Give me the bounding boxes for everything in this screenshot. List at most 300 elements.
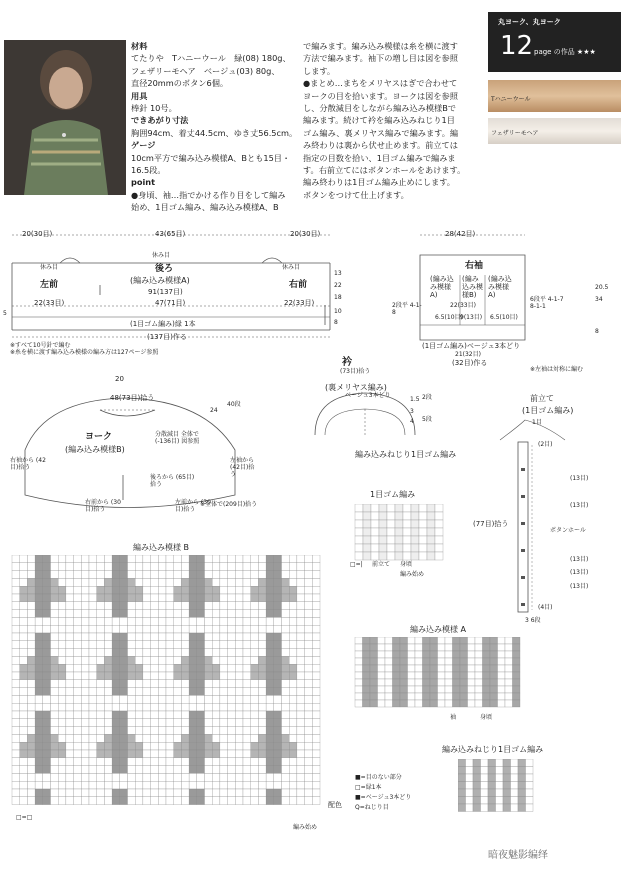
- chart-cell: [66, 641, 74, 649]
- chart-cell: [81, 563, 89, 571]
- chart-cell: [274, 633, 282, 641]
- chart-cell: [66, 734, 74, 742]
- chart-cell: [243, 781, 251, 789]
- chart-cell: [228, 664, 236, 672]
- chart-cell: [251, 758, 259, 766]
- chart-cell: [419, 520, 427, 528]
- chart-cell: [120, 711, 128, 719]
- placket-count: (2目): [538, 441, 553, 448]
- chart-cell: [274, 711, 282, 719]
- chart-cell: [490, 693, 498, 700]
- chart-cell: [151, 781, 159, 789]
- chart-cell: [235, 571, 243, 579]
- chart-cell: [505, 651, 513, 658]
- chart-cell: [289, 649, 297, 657]
- chart-cell: [20, 758, 28, 766]
- chart-cell: [104, 578, 112, 586]
- chart-cell: [212, 695, 220, 703]
- chart-cell: [312, 656, 320, 664]
- chart-cell: [411, 528, 419, 536]
- sleeve-inner: 21(32目): [455, 351, 481, 358]
- chart-cell: [445, 679, 453, 686]
- chart-cell: [35, 781, 43, 789]
- chart-cell: [97, 633, 105, 641]
- chart-cell: [435, 552, 443, 560]
- chart-cell: [20, 781, 28, 789]
- chart-cell: [151, 602, 159, 610]
- chart-cell: [89, 610, 97, 618]
- chart-cell: [189, 617, 197, 625]
- chart-cell: [43, 656, 51, 664]
- chart-cell: [104, 742, 112, 750]
- chart-cell: [212, 625, 220, 633]
- chart-cell: [58, 797, 66, 805]
- chart-cell: [363, 544, 371, 552]
- chart-cell: [379, 504, 387, 512]
- chart-cell: [243, 555, 251, 563]
- chart-cell: [258, 586, 266, 594]
- chart-cell: [282, 734, 290, 742]
- chart-cell: [243, 633, 251, 641]
- chart-cell: [74, 703, 82, 711]
- chart-cell: [158, 680, 166, 688]
- chart-cell: [297, 602, 305, 610]
- chart-cell: [151, 789, 159, 797]
- chart-cell: [282, 633, 290, 641]
- chart-cell: [513, 693, 521, 700]
- chart-cell: [27, 672, 35, 680]
- collar-reverse-yarn: ベージュ3本どり: [345, 392, 391, 399]
- chart-cell: [181, 649, 189, 657]
- chart-cell: [251, 571, 259, 579]
- chart-cell: [158, 656, 166, 664]
- chart-cell: [363, 658, 371, 665]
- chart-cell: [243, 750, 251, 758]
- chart-cell: [385, 637, 393, 644]
- chart-cell: [197, 602, 205, 610]
- chart-cell: [51, 602, 59, 610]
- chart-cell: [274, 664, 282, 672]
- chart-cell: [355, 651, 363, 658]
- chart-cell: [243, 672, 251, 680]
- chart-cell: [212, 711, 220, 719]
- chart-cell: [158, 578, 166, 586]
- chart-cell: [51, 773, 59, 781]
- chart-cell: [466, 759, 474, 767]
- chart-cell: [305, 766, 313, 774]
- chart-cell: [445, 672, 453, 679]
- chart-cell: [89, 766, 97, 774]
- chart-cell: [20, 695, 28, 703]
- chart-cell: [243, 680, 251, 688]
- chart-cell: [128, 633, 136, 641]
- chart-cell: [483, 637, 491, 644]
- chart-cell: [511, 804, 519, 812]
- chart-cell: [158, 703, 166, 711]
- chart-cell: [297, 594, 305, 602]
- chart-cell: [378, 693, 386, 700]
- chart-cell: [505, 679, 513, 686]
- chart-cell: [251, 672, 259, 680]
- yoke-decrease: 分散減目 全体で(-136目) 図参照: [155, 431, 200, 445]
- chart-cell: [51, 750, 59, 758]
- chart-cell: [400, 679, 408, 686]
- chart-cell: [475, 637, 483, 644]
- placket-buttonhole: ボタンホール: [550, 527, 586, 534]
- chart-cell: [526, 774, 534, 782]
- chart-cell: [120, 742, 128, 750]
- chart-cell: [258, 719, 266, 727]
- chart-cell: [189, 610, 197, 618]
- chart-cell: [112, 766, 120, 774]
- chart-cell: [228, 742, 236, 750]
- chart-cell: [415, 693, 423, 700]
- chart-cell: [97, 563, 105, 571]
- chart-cell: [393, 686, 401, 693]
- chart-cell: [228, 633, 236, 641]
- yoke-pickup-back: 後ろから (65目)拾う: [150, 474, 195, 488]
- chart-cell: [243, 610, 251, 618]
- chart-cell: [312, 555, 320, 563]
- chart-cell: [379, 528, 387, 536]
- chart-cell: [355, 672, 363, 679]
- chart-cell: [435, 504, 443, 512]
- chart-cell: [453, 651, 461, 658]
- chart-cell: [66, 571, 74, 579]
- chart-cell: [128, 578, 136, 586]
- chart-cell: [135, 773, 143, 781]
- chart-cell: [498, 693, 506, 700]
- chart-cell: [197, 750, 205, 758]
- placket-count: (13目): [570, 556, 589, 563]
- chart-cell: [151, 610, 159, 618]
- chart-cell: [305, 742, 313, 750]
- chart-cell: [228, 781, 236, 789]
- chart-cell: [51, 578, 59, 586]
- chart-cell: [174, 781, 182, 789]
- chart-cell: [282, 563, 290, 571]
- chart-cell: [181, 727, 189, 735]
- chart-cell: [473, 804, 481, 812]
- chart-cell: [81, 781, 89, 789]
- chart-cell: [445, 637, 453, 644]
- chart-cell: [423, 644, 431, 651]
- chart-cell: [74, 625, 82, 633]
- chart-cell: [151, 773, 159, 781]
- chart-cell: [135, 695, 143, 703]
- chart-cell: [104, 641, 112, 649]
- sleeve-inc-right: 6段平 4-1-7 8-1-1: [530, 296, 564, 310]
- chart-cell: [498, 665, 506, 672]
- chart-cell: [104, 563, 112, 571]
- chart-cell: [289, 742, 297, 750]
- chart-cell: [235, 555, 243, 563]
- chart-cell: [189, 649, 197, 657]
- chart-cell: [151, 758, 159, 766]
- chart-cell: [378, 651, 386, 658]
- chart-cell: [51, 586, 59, 594]
- chart-cell: [120, 594, 128, 602]
- placket-count: (13目): [570, 475, 589, 482]
- chart-cell: [66, 617, 74, 625]
- chart-cell: [305, 750, 313, 758]
- chart-cell: [43, 727, 51, 735]
- chart-cell: [212, 797, 220, 805]
- chart-cell: [112, 555, 120, 563]
- chart-cell: [58, 555, 66, 563]
- sleeve-cuff: (1目ゴム編み)ベージュ3本どり: [422, 342, 521, 350]
- chart-cell: [112, 610, 120, 618]
- chart-cell: [400, 658, 408, 665]
- chart-cell: [363, 665, 371, 672]
- chart-cell: [174, 680, 182, 688]
- chart-cell: [274, 672, 282, 680]
- chart-cell: [481, 767, 489, 775]
- chart-cell: [438, 672, 446, 679]
- chart-cell: [438, 686, 446, 693]
- chart-cell: [403, 504, 411, 512]
- chart-cell: [128, 781, 136, 789]
- chart-cell: [355, 544, 363, 552]
- chart-cell: [89, 602, 97, 610]
- chart-cell: [496, 797, 504, 805]
- chart-cell: [158, 625, 166, 633]
- chart-cell: [274, 781, 282, 789]
- chart-cell: [205, 734, 213, 742]
- chart-cell: [104, 617, 112, 625]
- chart-cell: [151, 649, 159, 657]
- chart-cell: [496, 789, 504, 797]
- chart-cell: [355, 536, 363, 544]
- chart-cell: [104, 688, 112, 696]
- chart-cell: [89, 742, 97, 750]
- chart-cell: [235, 633, 243, 641]
- chart-cell: [158, 633, 166, 641]
- collar-rib: 編み込みねじり1目ゴム編み: [355, 450, 457, 459]
- chart-cell: [174, 719, 182, 727]
- chart-cell: [81, 789, 89, 797]
- chart-cell: [174, 766, 182, 774]
- chart-cell: [174, 610, 182, 618]
- chart-cell: [305, 555, 313, 563]
- chart-cell: [513, 700, 521, 707]
- chart-cell: [363, 552, 371, 560]
- chart-cell: [289, 797, 297, 805]
- chart-cell: [289, 672, 297, 680]
- chart-cell: [135, 610, 143, 618]
- chart-cell: [89, 555, 97, 563]
- chart-cell: [212, 680, 220, 688]
- chart-cell: [289, 633, 297, 641]
- chart-cell: [518, 804, 526, 812]
- chart-cell: [282, 742, 290, 750]
- chart-cell: [220, 594, 228, 602]
- chart-cell: [205, 625, 213, 633]
- chart-cell: [43, 578, 51, 586]
- chart-cell: [312, 617, 320, 625]
- chart-cell: [266, 571, 274, 579]
- chart-cell: [503, 774, 511, 782]
- chart-cell: [385, 700, 393, 707]
- chart-cell: [51, 633, 59, 641]
- chart-cell: [104, 695, 112, 703]
- chart-cell: [205, 758, 213, 766]
- chart-cell: [58, 758, 66, 766]
- chart-cell: [58, 789, 66, 797]
- collar-dim: 3: [410, 408, 414, 415]
- chart-cell: [235, 625, 243, 633]
- chart-cell: [158, 742, 166, 750]
- tools-heading: 用具: [131, 90, 148, 101]
- chart-cell: [475, 665, 483, 672]
- instruction-line: ゴム編み、裏メリヤス編みで編みます。編: [303, 127, 459, 138]
- chart-cell: [51, 563, 59, 571]
- chart-cell: [289, 766, 297, 774]
- chart-cell: [181, 680, 189, 688]
- chart-cell: [143, 649, 151, 657]
- chart-cell: [453, 637, 461, 644]
- chart-cell: [135, 555, 143, 563]
- chart-cell: [81, 602, 89, 610]
- yarn2-label: フェザリーモヘア: [491, 130, 539, 137]
- yoke-pickup-ls: 左袖から (42目)拾う: [230, 457, 255, 478]
- chart-cell: [43, 797, 51, 805]
- chart-cell: [243, 586, 251, 594]
- chart-cell: [89, 656, 97, 664]
- chart-cell: [220, 672, 228, 680]
- chart-cell: [166, 719, 174, 727]
- chart-cell: [243, 656, 251, 664]
- chart-cell: [27, 602, 35, 610]
- chart-cell: [419, 544, 427, 552]
- chart-cell: [128, 625, 136, 633]
- chart-cell: [104, 672, 112, 680]
- chart-cell: [274, 625, 282, 633]
- chart-cell: [20, 594, 28, 602]
- chart-cell: [181, 555, 189, 563]
- chart-cell: [435, 536, 443, 544]
- size-text: 胸囲94cm、着丈44.5cm、ゆき丈56.5cm。: [131, 127, 298, 138]
- chart-cell: [243, 742, 251, 750]
- chart-cell: [258, 625, 266, 633]
- chart-cell: [189, 773, 197, 781]
- chart-cell: [258, 781, 266, 789]
- chart-cell: [81, 625, 89, 633]
- chart-cell: [135, 571, 143, 579]
- chart-cell: [43, 766, 51, 774]
- chart-cell: [511, 789, 519, 797]
- chart-cell: [112, 571, 120, 579]
- chart-cell: [151, 664, 159, 672]
- chart-cell: [104, 703, 112, 711]
- placket-count: (13目): [570, 569, 589, 576]
- twist-chart: [350, 745, 620, 855]
- chart-cell: [51, 594, 59, 602]
- chart-cell: [370, 693, 378, 700]
- chart-cell: [174, 789, 182, 797]
- chart-cell: [212, 602, 220, 610]
- chart-cell: [174, 594, 182, 602]
- chart-cell: [305, 680, 313, 688]
- chart-cell: [112, 563, 120, 571]
- chart-cell: [526, 797, 534, 805]
- instructions-section: [303, 40, 465, 201]
- chart-cell: [97, 610, 105, 618]
- chart-cell: [205, 602, 213, 610]
- chart-cell: [181, 641, 189, 649]
- chart-cell: [189, 563, 197, 571]
- chart-cell: [212, 742, 220, 750]
- chart-cell: [458, 789, 466, 797]
- chart-cell: [282, 641, 290, 649]
- chart-cell: [197, 680, 205, 688]
- chart-cell: [205, 719, 213, 727]
- chart-cell: [243, 719, 251, 727]
- yoke-pattern: (編み込み模様B): [65, 445, 125, 454]
- chart-cell: [74, 797, 82, 805]
- chart-cell: [20, 688, 28, 696]
- chart-cell: [312, 711, 320, 719]
- sleeve-inc-left: 2段平 4-1-8: [392, 302, 422, 316]
- chart-cell: [51, 758, 59, 766]
- chart-cell: [258, 649, 266, 657]
- chart-cell: [166, 789, 174, 797]
- chart-cell: [289, 625, 297, 633]
- page-banner: [488, 12, 621, 72]
- chart-cell: [266, 688, 274, 696]
- chart-cell: [58, 610, 66, 618]
- chart-cell: [51, 711, 59, 719]
- chart-cell: [97, 789, 105, 797]
- chart-cell: [274, 789, 282, 797]
- chart-cell: [81, 766, 89, 774]
- chart-cell: [104, 633, 112, 641]
- chart-cell: [251, 649, 259, 657]
- chart-a-grid: [350, 637, 530, 712]
- chart-cell: [282, 649, 290, 657]
- chart-cell: [143, 711, 151, 719]
- sleeve-cast-on: (32目)作る: [452, 359, 488, 367]
- chart-cell: [89, 571, 97, 579]
- chart-cell: [135, 586, 143, 594]
- chart-cell: [400, 651, 408, 658]
- chart-cell: [43, 719, 51, 727]
- chart-cell: [97, 641, 105, 649]
- chart-cell: [370, 679, 378, 686]
- chart-cell: [12, 586, 20, 594]
- chart-cell: [251, 719, 259, 727]
- chart-cell: [89, 594, 97, 602]
- chart-cell: [181, 625, 189, 633]
- chart-cell: [97, 664, 105, 672]
- chart-cell: [81, 555, 89, 563]
- chart-cell: [12, 734, 20, 742]
- chart-cell: [289, 656, 297, 664]
- chart-cell: [135, 594, 143, 602]
- chart-cell: [89, 617, 97, 625]
- chart-cell: [66, 703, 74, 711]
- chart-cell: [220, 758, 228, 766]
- chart-cell: [220, 617, 228, 625]
- chart-cell: [112, 641, 120, 649]
- chart-cell: [89, 758, 97, 766]
- chart-cell: [181, 610, 189, 618]
- chart-cell: [174, 571, 182, 579]
- chart-cell: [312, 641, 320, 649]
- chart-cell: [189, 750, 197, 758]
- chart-cell: [297, 680, 305, 688]
- chart-cell: [473, 774, 481, 782]
